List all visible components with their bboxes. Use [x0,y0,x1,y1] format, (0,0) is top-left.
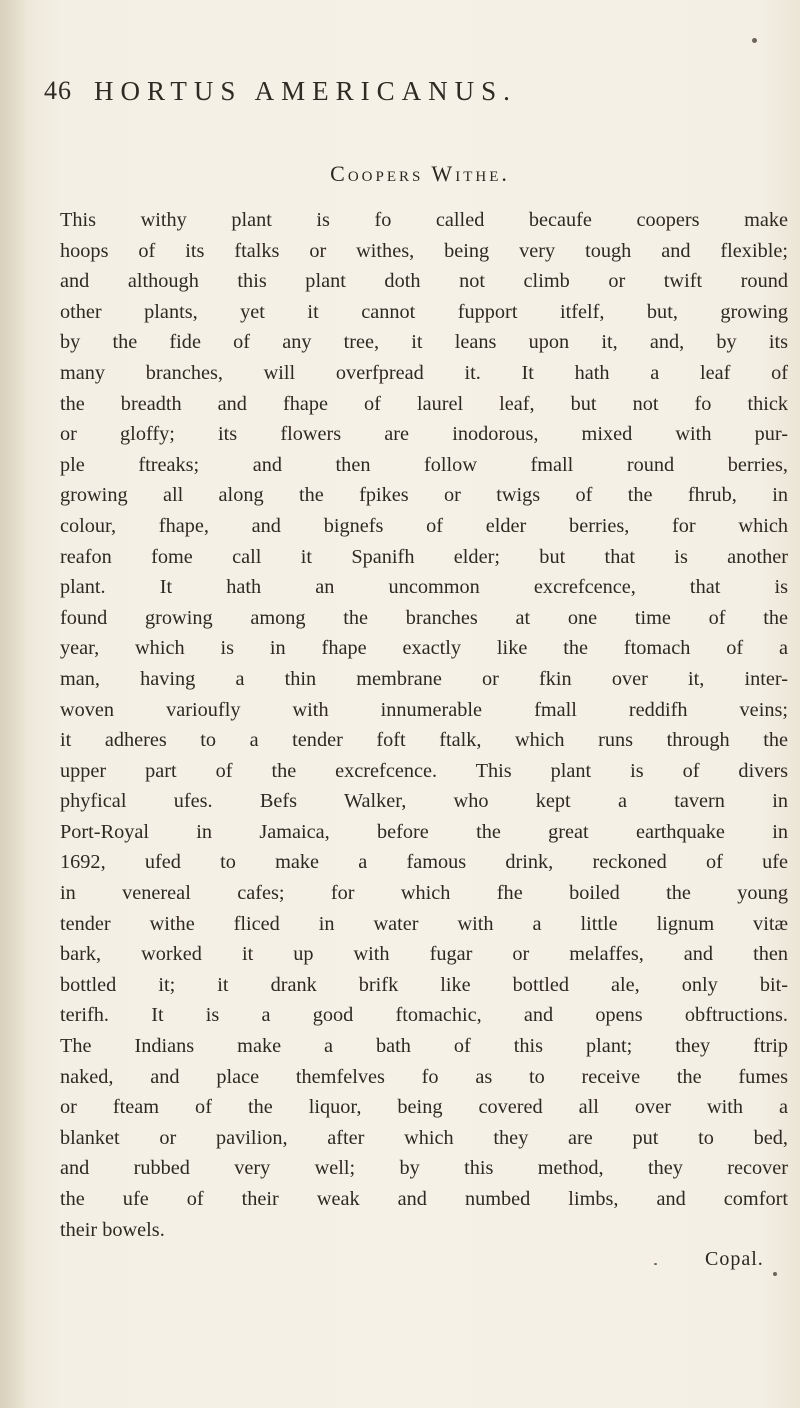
running-head-title: HORTUS AMERICANUS. [94,76,517,106]
body-line: or gloffy; its flowers are inodorous, mixed with pur- [60,423,788,446]
body-line: colour, fhape, and bignefs of elder berries, for which [60,514,788,537]
body-line: and rubbed very well; by this method, they recover [60,1157,788,1180]
running-head [44,76,744,126]
section-heading: Coopers Withe. [330,161,510,186]
body-line: plant. It hath an uncommon excrefcence, that is [60,576,788,599]
body-line: year, which is in fhape exactly like the ftomach of a [60,637,788,660]
body-line: the ufe of their weak and numbed limbs, and comfort [60,1188,788,1210]
body-line: other plants, yet it cannot fupport itfelf, but, growing [60,300,788,323]
body-line: bottled it; it drank brifk like bottled ale, only bit- [60,973,788,996]
catchword: Copal. [705,1248,764,1270]
body-line: in venereal cafes; for which fhe boiled the young [60,882,788,905]
page-number: 46 [44,76,72,105]
body-line: hoops of its ftalks or withes, being very tough and flexible; [60,239,788,262]
body-line: and although this plant doth not climb or twift round [60,270,788,293]
body-line: naked, and place themfelves fo as to receive the fumes [60,1065,788,1088]
body-line: or fteam of the liquor, being covered all over with a [60,1096,788,1119]
body-line: found growing among the branches at one time of the [60,606,788,629]
body-line: blanket or pavilion, after which they are put to bed, [60,1126,788,1149]
body-line: phyfical ufes. Befs Walker, who kept a tavern in [60,790,788,813]
body-line: The Indians make a bath of this plant; they ftrip [60,1035,788,1058]
body-line: tender withe fliced in water with a little lignum vitæ [60,912,788,935]
ink-speck [773,1272,777,1276]
body-line: upper part of the excrefcence. This plant is of divers [60,759,788,782]
body-line: woven varioufly with innumerable fmall reddifh veins; [60,698,788,721]
body-line: 1692, ufed to make a famous drink, reckoned of ufe [60,851,788,874]
body-line: Port-Royal in Jamaica, before the great earthquake in [60,820,788,843]
body-line: growing all along the fpikes or twigs of the fhrub, in [60,484,788,507]
body-line: it adheres to a tender foft ftalk, which runs through the [60,729,788,752]
body-line: man, having a thin membrane or fkin over it, inter- [60,667,788,690]
binding-shadow [0,0,28,1408]
body-text [60,205,788,1245]
ink-speck [752,38,757,43]
body-line: the breadth and fhape of laurel leaf, but not fo thick [60,392,788,415]
body-line: many branches, will overfpread it. It hath a leaf of [60,361,788,384]
body-line: reafon fome call it Spanifh elder; but that is another [60,545,788,568]
body-line: their bowels. [60,1218,165,1241]
body-line: This withy plant is fo called becaufe coopers make [60,209,788,231]
body-line: bark, worked it up with fugar or melaffes, and then [60,943,788,966]
ink-speck [654,1263,657,1265]
body-line: terifh. It is a good ftomachic, and opens obftructions. [60,1004,788,1027]
body-line: by the fide of any tree, it leans upon it, and, by its [60,331,788,354]
body-line: ple ftreaks; and then follow fmall round berries, [60,453,788,476]
